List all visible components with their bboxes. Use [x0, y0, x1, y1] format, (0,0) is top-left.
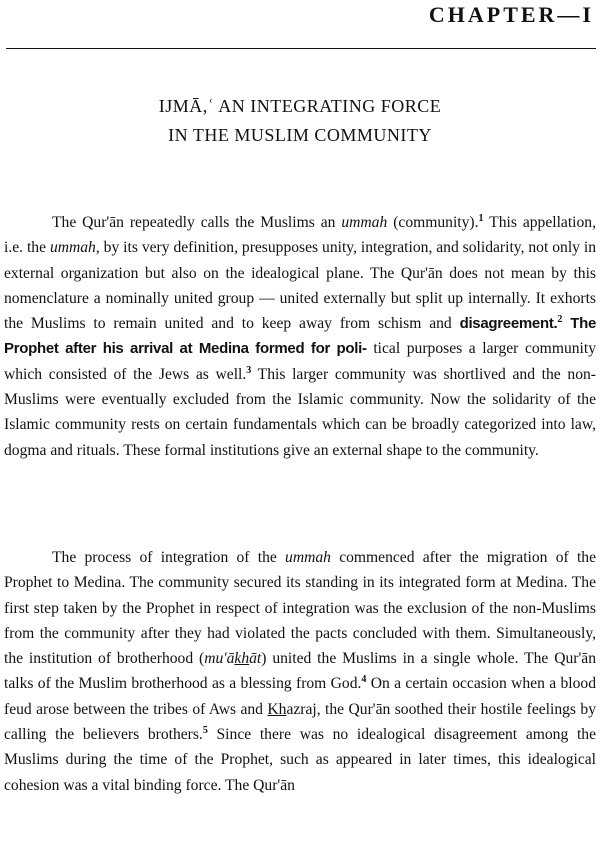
p1-text: The Qur'ān repeatedly calls the Muslims an [52, 214, 342, 231]
p1-text: This appellation, i.e. the [4, 214, 596, 257]
p1-text: , by its very definition, presupposes unity, integration, and solidarity, not only in external organization but also on the idealogical plane. The Qur'ān does not mean by this nomenclature a nominally united group — united externally but split up internally. It exhorts the Muslims to remain united and to keep away from schism and [4, 239, 596, 333]
p2-term: mu'ā [204, 650, 235, 668]
chapter-title [0, 92, 600, 150]
p2-text: The process of integration of the [52, 549, 286, 566]
p2-term: kh [234, 650, 250, 668]
chapter-title-line-2: IN THE MUSLIM COMMUNITY [168, 125, 432, 145]
p1-text: (community). [387, 214, 479, 231]
footnote-marker: 4 [361, 674, 367, 686]
p1-term: ummah [341, 214, 388, 231]
footnote-marker: 5 [202, 724, 208, 736]
p2-text: azraj, the Qur'ān soothed their hostile feelings by calling the believers brothers. [4, 700, 596, 744]
header-rule [6, 48, 596, 49]
p2-text: Kh [267, 700, 287, 718]
p2-term: āt [249, 650, 262, 668]
p1-term: ummah [49, 239, 96, 257]
paragraph-2 [4, 545, 596, 798]
chapter-heading: CHAPTER—I [428, 2, 594, 27]
chapter-title-line-1: IJMĀ,ʿ AN INTEGRATING FORCE [158, 96, 442, 116]
p2-text: ) united the Muslims in a single whole. The Qur'ān talks of the Muslim brotherhood as a blessing from God. [4, 650, 596, 693]
p1-bold-text: disagreement. [459, 315, 558, 333]
p2-text: Since there was no idealogical disagreement among the Muslims during the time of the Prophet, such as appeared in later times, this idealogical cohesion was a vital binding force. The Qur'ān [4, 726, 596, 794]
footnote-marker: 3 [246, 364, 252, 376]
p2-text: On a certain occasion when a blood feud arose between the tribes of Aws and [4, 675, 596, 718]
p1-bold-text: The Prophet after his arrival at Medina formed for poli- [4, 315, 596, 358]
p2-text: commenced after the migration of the Prophet to Medina. The community secured its standing in its integrated form at Medina. The first step taken by the Prophet in respect of integration was the exclusion of the non-Muslims from the community after they had violated the pacts concluded with them. Simultaneously, the institution of brotherhood ( [4, 549, 596, 668]
p1-text: This larger community was shortlived and the non-Muslims were eventually excluded from the Islamic community. Now the solidarity of the Islamic community rests on certain fundamentals which can be broadly categorized into law, dogma and rituals. These formal institutions give an external shape to the community. [4, 365, 596, 459]
p2-term: ummah [285, 549, 331, 566]
footnote-marker: 1 [478, 212, 484, 224]
footnote-marker: 2 [557, 314, 563, 325]
paragraph-1 [4, 210, 596, 463]
p1-text: tical purposes a larger community which consisted of the Jews as well. [4, 340, 596, 383]
